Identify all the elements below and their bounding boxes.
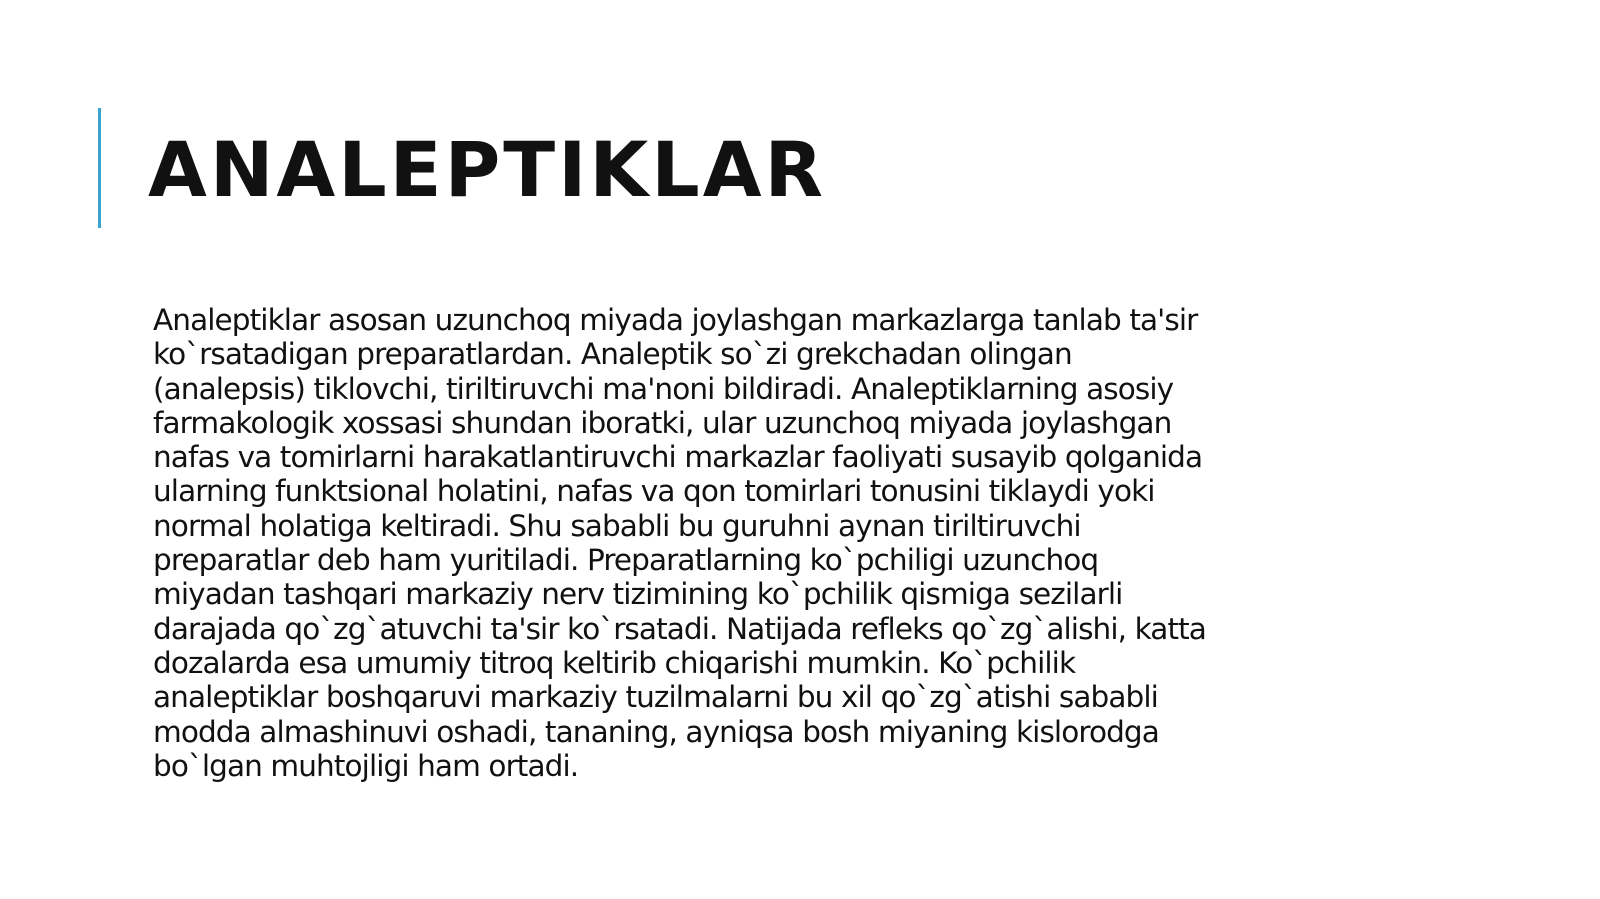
body-line: farmakologik xossasi shundan iboratki, ular uzunchoq miyada joylashgan	[153, 405, 1172, 440]
body-line: ularning funktsional holatini, nafas va qon tomirlari tonusini tiklaydi yoki	[153, 474, 1155, 509]
title-accent-bar	[98, 108, 101, 228]
body-line: normal holatiga keltiradi. Shu sababli bu guruhni aynan tiriltiruvchi	[153, 508, 1081, 543]
body-line: ko`rsatadigan preparatlardan. Analeptik so`zi grekchadan olingan	[153, 337, 1072, 372]
slide-body-text	[153, 303, 1433, 783]
body-line: (analepsis) tiklovchi, tiriltiruvchi ma'noni bildiradi. Analeptiklarning asosiy	[153, 371, 1174, 406]
body-line: analeptiklar boshqaruvi markaziy tuzilmalarni bu xil qo`zg`atishi sababli	[153, 680, 1158, 715]
body-line: modda almashinuvi oshadi, tananing, ayniqsa bosh miyaning kislorodga	[153, 714, 1159, 749]
body-line: bo`lgan muhtojligi ham ortadi.	[153, 748, 579, 783]
body-line: nafas va tomirlarni harakatlantiruvchi markazlar faoliyati susayib qolganida	[153, 440, 1203, 475]
body-line: Analeptiklar asosan uzunchoq miyada joylashgan markazlarga tanlab ta'sir	[153, 303, 1198, 337]
body-line: dozalarda esa umumiy titroq keltirib chiqarishi mumkin. Ko`pchilik	[153, 645, 1076, 680]
body-line: darajada qo`zg`atuvchi ta'sir ko`rsatadi. Natijada refleks qo`zg`alishi, katta	[153, 611, 1206, 646]
body-line: miyadan tashqari markaziy nerv tizimining ko`pchilik qismiga sezilarli	[153, 577, 1123, 612]
body-line: preparatlar deb ham yuritiladi. Preparatlarning ko`pchiligi uzunchoq	[153, 543, 1099, 578]
slide-title: ANALEPTIKLAR	[148, 125, 827, 214]
